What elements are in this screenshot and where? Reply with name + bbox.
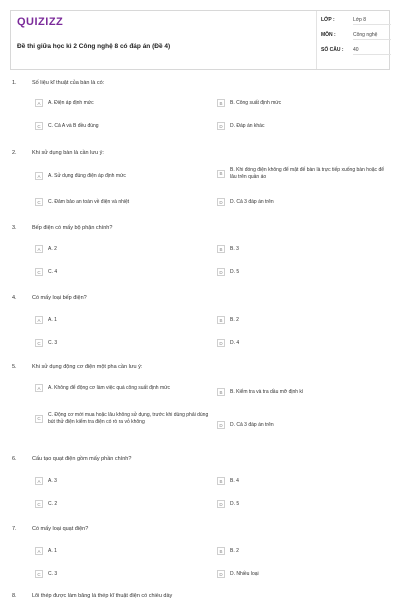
question-text: Khi sử dụng bàn là cần lưu ý: — [32, 150, 104, 156]
option-letter: C — [35, 570, 43, 578]
option-text: D. 5 — [230, 500, 240, 507]
option-b[interactable] — [217, 547, 387, 555]
question-text: Bếp điện có mấy bộ phận chính? — [32, 225, 113, 231]
option-b[interactable] — [217, 167, 387, 180]
option-text: B. 3 — [230, 245, 239, 252]
option-text: D. 5 — [230, 268, 240, 275]
option-letter: C — [35, 122, 43, 130]
question-1 — [12, 80, 388, 130]
option-letter: D — [217, 421, 225, 429]
option-text: D. 4 — [230, 339, 240, 346]
option-letter: D — [217, 500, 225, 508]
option-text: D. Đáp án khác — [230, 122, 265, 129]
info-subject — [321, 32, 391, 40]
option-letter: C — [35, 268, 43, 276]
option-letter: A — [35, 245, 43, 253]
option-text: D. Cả 3 đáp án trên — [230, 198, 274, 205]
info-value: Lớp 8 — [353, 17, 391, 25]
option-letter: C — [35, 198, 43, 206]
option-text: C. Cả A và B đều đúng — [48, 122, 99, 129]
question-number: 8. — [12, 593, 17, 599]
option-a[interactable] — [35, 477, 215, 485]
option-b[interactable] — [217, 316, 387, 324]
option-letter: B — [217, 388, 225, 396]
quizizz-logo: QUIZIZZ — [17, 16, 64, 28]
question-number: 1. — [12, 80, 17, 86]
option-text: A. 1 — [48, 316, 57, 323]
option-letter: B — [217, 477, 225, 485]
question-text: Khi sử dụng động cơ điện một pha cần lưu ý: — [32, 364, 143, 370]
option-b[interactable] — [217, 477, 387, 485]
question-number: 6. — [12, 456, 17, 462]
option-text: B. 2 — [230, 316, 239, 323]
info-question-count — [321, 47, 391, 55]
question-3 — [12, 225, 388, 275]
option-text: C. 3 — [48, 570, 58, 577]
info-label: SỐ CÂU : — [321, 47, 344, 53]
question-2 — [12, 150, 388, 210]
option-letter: A — [35, 384, 43, 392]
header-card — [10, 10, 390, 70]
option-text: C. 2 — [48, 500, 58, 507]
option-letter: A — [35, 477, 43, 485]
option-letter: A — [35, 316, 43, 324]
question-text: Lõi thép được làm bằng lá thép kĩ thuật điện có chiều dày — [32, 593, 173, 599]
question-text: Cấu tạo quạt điện gồm mấy phần chính? — [32, 456, 132, 462]
option-d[interactable] — [217, 339, 387, 347]
option-letter: A — [35, 99, 43, 107]
option-text: A. Sử dụng đúng điện áp định mức — [48, 172, 126, 179]
option-letter: D — [217, 570, 225, 578]
option-text: C. 3 — [48, 339, 58, 346]
option-c[interactable] — [35, 570, 215, 578]
option-text: C. Động cơ mới mua hoặc lâu không sử dụng, trước khi dùng phải dùng bút thử điện kiểm tra điện có rò ra vỏ không — [48, 412, 209, 425]
option-text: B. 2 — [230, 547, 239, 554]
option-b[interactable] — [217, 388, 387, 396]
option-letter: C — [35, 415, 43, 423]
option-text: B. 4 — [230, 477, 239, 484]
info-value: 40 — [353, 47, 391, 55]
option-text: D. Nhiều loại — [230, 570, 259, 577]
question-5 — [12, 364, 388, 444]
question-text: Có mấy loại quạt điện? — [32, 526, 89, 532]
option-letter: C — [35, 500, 43, 508]
option-text: A. 3 — [48, 477, 57, 484]
option-text: A. 1 — [48, 547, 57, 554]
question-text: Có mấy loại bếp điện? — [32, 295, 87, 301]
info-label: LỚP : — [321, 17, 335, 23]
option-a[interactable] — [35, 245, 215, 253]
question-number: 5. — [12, 364, 17, 370]
option-text: B. Công suất định mức — [230, 99, 282, 106]
option-d[interactable] — [217, 570, 387, 578]
option-c[interactable] — [35, 122, 215, 130]
option-c[interactable] — [35, 500, 215, 508]
question-text: Số liệu kĩ thuật của bàn là có: — [32, 80, 105, 86]
header-divider — [316, 11, 317, 69]
question-number: 3. — [12, 225, 17, 231]
option-c[interactable] — [35, 198, 215, 206]
info-value: Công nghệ — [353, 32, 391, 40]
question-7 — [12, 526, 388, 578]
option-letter: B — [217, 99, 225, 107]
document-title: Đề thi giữa học kì 2 Công nghệ 8 có đáp án (Đề 4) — [17, 43, 171, 50]
option-text: A. Điện áp định mức — [48, 99, 94, 106]
option-a[interactable] — [35, 172, 215, 180]
option-letter: A — [35, 172, 43, 180]
option-letter: B — [217, 170, 225, 178]
option-b[interactable] — [217, 99, 387, 107]
option-letter: B — [217, 547, 225, 555]
option-text: A. 2 — [48, 245, 57, 252]
option-text: C. Đảm bảo an toàn về điện và nhiệt — [48, 198, 130, 205]
option-text: B. Kiểm tra và tra dầu mỡ định kì — [230, 388, 304, 395]
option-b[interactable] — [217, 245, 387, 253]
option-d[interactable] — [217, 500, 387, 508]
question-number: 2. — [12, 150, 17, 156]
option-c[interactable] — [35, 339, 215, 347]
option-a[interactable] — [35, 99, 215, 107]
option-letter: A — [35, 547, 43, 555]
question-number: 4. — [12, 295, 17, 301]
option-d[interactable] — [217, 421, 387, 429]
option-letter: C — [35, 339, 43, 347]
option-c[interactable] — [35, 412, 215, 425]
option-d[interactable] — [217, 122, 387, 130]
option-letter: D — [217, 339, 225, 347]
option-a[interactable] — [35, 316, 215, 324]
question-8 — [12, 593, 388, 600]
option-letter: B — [217, 245, 225, 253]
option-letter: B — [217, 316, 225, 324]
question-number: 7. — [12, 526, 17, 532]
option-letter: D — [217, 122, 225, 130]
option-a[interactable] — [35, 547, 215, 555]
option-text: D. Cả 3 đáp án trên — [230, 421, 274, 428]
option-a[interactable] — [35, 384, 215, 392]
option-d[interactable] — [217, 198, 387, 206]
option-c[interactable] — [35, 268, 215, 276]
option-d[interactable] — [217, 268, 387, 276]
option-text: B. Khi đóng điện không để mặt đế bàn là trực tiếp xuống bàn hoặc để lâu trên quần áo — [230, 167, 385, 180]
question-6 — [12, 456, 388, 506]
info-label: MÔN : — [321, 32, 336, 38]
question-4 — [12, 295, 388, 345]
info-class — [321, 17, 391, 25]
option-letter: D — [217, 198, 225, 206]
option-text: A. Không để động cơ làm việc quá công suất định mức — [48, 384, 170, 391]
option-letter: D — [217, 268, 225, 276]
option-text: C. 4 — [48, 268, 58, 275]
